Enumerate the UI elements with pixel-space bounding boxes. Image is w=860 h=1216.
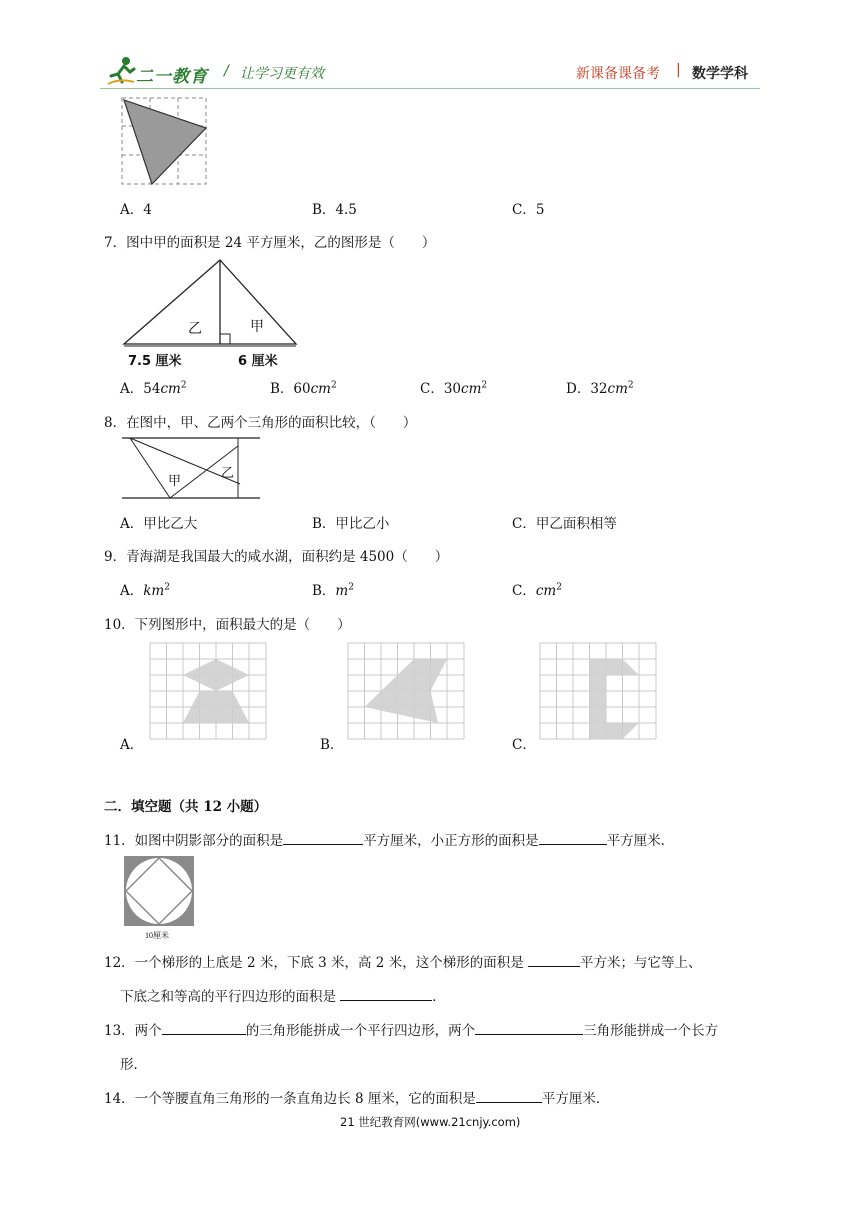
q10-option-b[interactable]: B． bbox=[320, 737, 344, 753]
q9-option-a-exp: 2 bbox=[164, 582, 170, 593]
q12-blank-1[interactable] bbox=[528, 954, 580, 967]
q9-stem: 9．青海湖是我国最大的咸水湖，面积约是 4500（ ） bbox=[104, 549, 449, 565]
q8-option-b[interactable]: B．甲比乙小 bbox=[312, 516, 390, 532]
q10-grid-figure-c bbox=[540, 643, 658, 741]
q11-text-1: 11．如图中阴影部分的面积是 bbox=[104, 833, 284, 849]
q14-text-2: 平方厘米． bbox=[541, 1091, 610, 1107]
q10-stem: 10．下列图形中，面积最大的是（ ） bbox=[104, 617, 351, 633]
q7-option-d-value: D．32 bbox=[566, 381, 608, 397]
q10-grid-figure-a bbox=[150, 643, 268, 741]
q11-blank-1[interactable] bbox=[283, 832, 363, 845]
q7-option-a-unit: cm bbox=[160, 381, 181, 397]
q9-option-b-letter: B． bbox=[312, 583, 336, 599]
q7-option-d[interactable] bbox=[566, 377, 634, 397]
q9-option-a[interactable] bbox=[120, 579, 170, 599]
q9-option-b[interactable] bbox=[312, 579, 354, 599]
q9-option-c[interactable] bbox=[512, 579, 562, 599]
q12-text-2: 平方米；与它等上、 bbox=[579, 955, 702, 971]
header-divider: | bbox=[676, 62, 681, 78]
page-header bbox=[100, 52, 760, 92]
q7-stem: 7．图中甲的面积是 24 平方厘米，乙的图形是（ ） bbox=[104, 235, 436, 251]
q13-text-1: 13．两个 bbox=[104, 1023, 162, 1039]
q13-line-1 bbox=[104, 1019, 718, 1039]
q11-square-circle-figure bbox=[124, 856, 196, 928]
slogan: 让学习更有效 bbox=[240, 66, 324, 82]
q7-option-a[interactable] bbox=[120, 377, 187, 397]
q13-text-3: 三角形能拼成一个长方 bbox=[583, 1023, 719, 1039]
q7-right-length: 6 厘米 bbox=[238, 354, 278, 369]
q12-blank-2[interactable] bbox=[340, 988, 432, 1001]
q6-option-c[interactable]: C．5 bbox=[512, 202, 545, 218]
q8-option-c[interactable]: C．甲乙面积相等 bbox=[512, 516, 617, 532]
q10-option-a[interactable]: A． bbox=[120, 737, 144, 753]
q7-option-d-unit: cm bbox=[607, 381, 628, 397]
q7-option-b-unit: cm bbox=[310, 381, 331, 397]
header-subject: 数学学科 bbox=[692, 66, 748, 82]
q12-text-4: ． bbox=[432, 989, 446, 1005]
q13-text-2: 的三角形能拼成一个平行四边形，两个 bbox=[245, 1023, 476, 1039]
q13-blank-1[interactable] bbox=[162, 1022, 246, 1035]
q12-line-2 bbox=[120, 985, 446, 1005]
slogan-separator: / bbox=[224, 63, 229, 79]
q8-label-yi: 乙 bbox=[221, 466, 235, 481]
q8-parallel-lines-figure bbox=[122, 436, 262, 502]
section-2-title: 二．填空题（共 12 小题） bbox=[104, 799, 268, 815]
q12-text-1: 12．一个梯形的上底是 2 米，下底 3 米，高 2 米，这个梯形的面积是 bbox=[104, 955, 528, 971]
q10-option-c[interactable]: C． bbox=[512, 737, 536, 753]
q9-option-c-letter: C． bbox=[512, 583, 536, 599]
q9-option-c-exp: 2 bbox=[556, 582, 562, 593]
q7-option-b[interactable] bbox=[270, 377, 337, 397]
q11-text-2: 平方厘米，小正方形的面积是 bbox=[363, 833, 539, 849]
q7-option-c-value: C．30 bbox=[420, 381, 462, 397]
q7-left-length: 7.5 厘米 bbox=[128, 354, 182, 369]
q7-option-b-exp: 2 bbox=[330, 380, 337, 391]
q9-option-c-unit: cm bbox=[535, 583, 557, 599]
q7-label-yi: 乙 bbox=[188, 321, 202, 337]
q7-option-c-exp: 2 bbox=[481, 380, 488, 391]
q7-option-c[interactable] bbox=[420, 377, 487, 397]
q9-option-b-unit: m bbox=[335, 583, 349, 599]
q6-option-b[interactable]: B．4.5 bbox=[312, 202, 357, 218]
q9-option-a-letter: A． bbox=[120, 583, 144, 599]
q7-option-c-unit: cm bbox=[461, 381, 482, 397]
q12-text-3: 下底之和等高的平行四边形的面积是 bbox=[120, 989, 341, 1005]
q8-stem: 8．在图中，甲、乙两个三角形的面积比较，（ ） bbox=[104, 415, 417, 431]
q14-blank[interactable] bbox=[476, 1090, 542, 1103]
q13-blank-2[interactable] bbox=[475, 1022, 583, 1035]
q13-line-2: 形． bbox=[120, 1057, 147, 1073]
q6-triangle-figure bbox=[120, 96, 210, 186]
q7-option-d-exp: 2 bbox=[627, 380, 634, 391]
runner-logo-icon bbox=[108, 56, 134, 86]
header-right-text: 新课备课备考 bbox=[576, 66, 660, 82]
q12-line-1 bbox=[104, 951, 701, 971]
header-rule bbox=[100, 88, 760, 89]
q11-text-3: 平方厘米． bbox=[606, 833, 675, 849]
q7-label-jia: 甲 bbox=[250, 319, 264, 335]
q11-line bbox=[104, 829, 674, 849]
q11-figure-caption: 10厘米 bbox=[145, 931, 169, 940]
q14-text-1: 14．一个等腰直角三角形的一条直角边长 8 厘米，它的面积是 bbox=[104, 1091, 476, 1107]
q7-option-a-value: A．54 bbox=[120, 381, 161, 397]
q9-option-a-unit: km bbox=[143, 583, 165, 599]
q8-option-a[interactable]: A．甲比乙大 bbox=[120, 516, 198, 532]
q7-option-a-exp: 2 bbox=[180, 380, 187, 391]
q10-grid-figure-b bbox=[348, 643, 466, 741]
logo-text: 二一教育 bbox=[136, 67, 208, 87]
q6-option-a[interactable]: A．4 bbox=[120, 202, 152, 218]
q9-option-b-exp: 2 bbox=[348, 582, 354, 593]
q8-label-jia: 甲 bbox=[168, 474, 182, 489]
page-footer: 21 世纪教育网(www.21cnjy.com) bbox=[340, 1115, 521, 1129]
q14-line bbox=[104, 1087, 609, 1107]
q7-option-b-value: B．60 bbox=[270, 381, 311, 397]
q11-blank-2[interactable] bbox=[539, 832, 607, 845]
